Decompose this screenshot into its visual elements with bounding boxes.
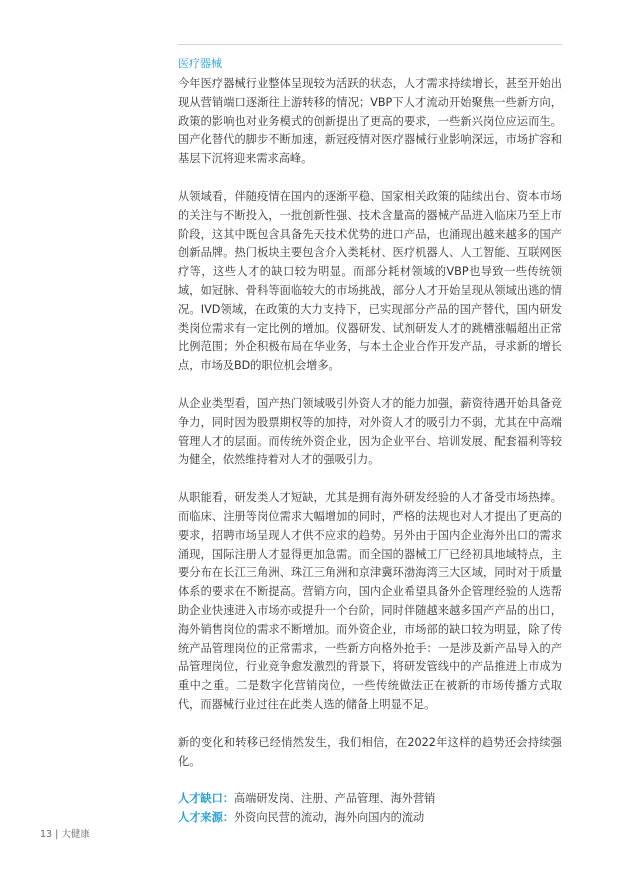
- paragraph-by-company-type: 从企业类型看，国产热门领域吸引外资人才的能力加强，薪资待遇开始具备竞争力，同时因为股票期权等的加持，对外资人才的吸引力不弱，尤其在中高端管理人才的层面。而传统外资企业，因为企业平台、培训发展、配套福利等较为健全，依然维持着对人才的强吸引力。: [178, 396, 562, 467]
- page-footer: [40, 826, 90, 840]
- article-section: [178, 56, 562, 828]
- talent-summary: [178, 790, 562, 828]
- footer-separator: |: [55, 829, 59, 840]
- page-number: 13: [40, 829, 53, 840]
- talent-gap-value: 高端研发岗、注册、产品管理、海外营销: [233, 792, 436, 806]
- footer-title: 大健康: [61, 829, 90, 840]
- paragraph-by-function: 从职能看，研发类人才短缺，尤其是拥有海外研发经验的人才备受市场热捧。而临床、注册等岗位需求大幅增加的同时，严格的法规也对人才提出了更高的要求，招聘市场呈现人才供不应求的趋势。另外由于国内企业海外出口的需求涌现，国际注册人才显得更加急需。而全国的器械工厂已经初具地域特点，主要分布在长江三角洲、珠江三角洲和京津冀环渤海湾三大区域，同时对于质量体系的要求在不断提高。营销方向，国内企业希望具备外企管理经验的人选帮助企业快速进入市场亦或提升一个台阶，同时伴随越来越多国产产品的出口，海外销售岗位的需求不断增加。而外资企业，市场部的缺口较为明显，除了传统产品管理岗位的正常需求，一些新方向格外抢手：一是涉及新产品导入的产品管理岗位，行业竞争愈发激烈的背景下，将研发管线中的产品推进上市成为重中之重。二是数字化营销岗位，一些传统做法正在被新的市场传播方式取代，而器械行业过往在此类人选的储备上明显不足。: [178, 491, 562, 711]
- talent-source-label: 人才来源：: [178, 811, 234, 825]
- talent-gap-line: [178, 790, 562, 809]
- talent-source-value: 外资向民营的流动，海外向国内的流动: [233, 811, 425, 825]
- paragraph-intro: 今年医疗器械行业整体呈现较为活跃的状态，人才需求持续增长，甚至开始出现从营销端口逐渐往上游转移的情况；VBP下人才流动开始聚焦一些新方向，政策的影响也对业务模式的创新提出了更高的要求，一些新兴岗位应运而生。国产化替代的脚步不断加速，新冠疫情对医疗器械行业影响深远，市场扩容和基层下沉将迎来需求高峰。: [178, 77, 562, 166]
- talent-source-line: [178, 809, 562, 828]
- section-heading: 医疗器械: [178, 57, 222, 70]
- paragraph-conclusion: 新的变化和转移已经悄然发生，我们相信，在2022年这样的趋势还会持续强化。: [178, 735, 562, 768]
- talent-gap-label: 人才缺口：: [178, 792, 234, 806]
- header-rule: [178, 44, 562, 45]
- paragraph-by-field: 从领域看，伴随疫情在国内的逐渐平稳、国家相关政策的陆续出台、资本市场的关注与不断投入，一批创新性强、技术含量高的器械产品进入临床乃至上市阶段，这其中既包含具备先天技术优势的进口产品，也涌现出越来越多的国产创新品牌。热门板块主要包含介入类耗材、医疗机器人、人工智能、互联网医疗等，这些人才的缺口较为明显。而部分耗材领域的VBP也导致一些传统领域，如冠脉、骨科等面临较大的市场挑战，部分人才开始呈现从领域出逃的情况。IVD领域，在政策的大力支持下，已实现部分产品的国产替代，国内研发类岗位需求有一定比例的增加。仪器研发、试剂研发人才的跳槽涨幅超出正常比例范围；外企积极布局在华业务，与本土企业合作开发产品，寻求新的增长点，市场及BD的职位机会增多。: [178, 189, 562, 373]
